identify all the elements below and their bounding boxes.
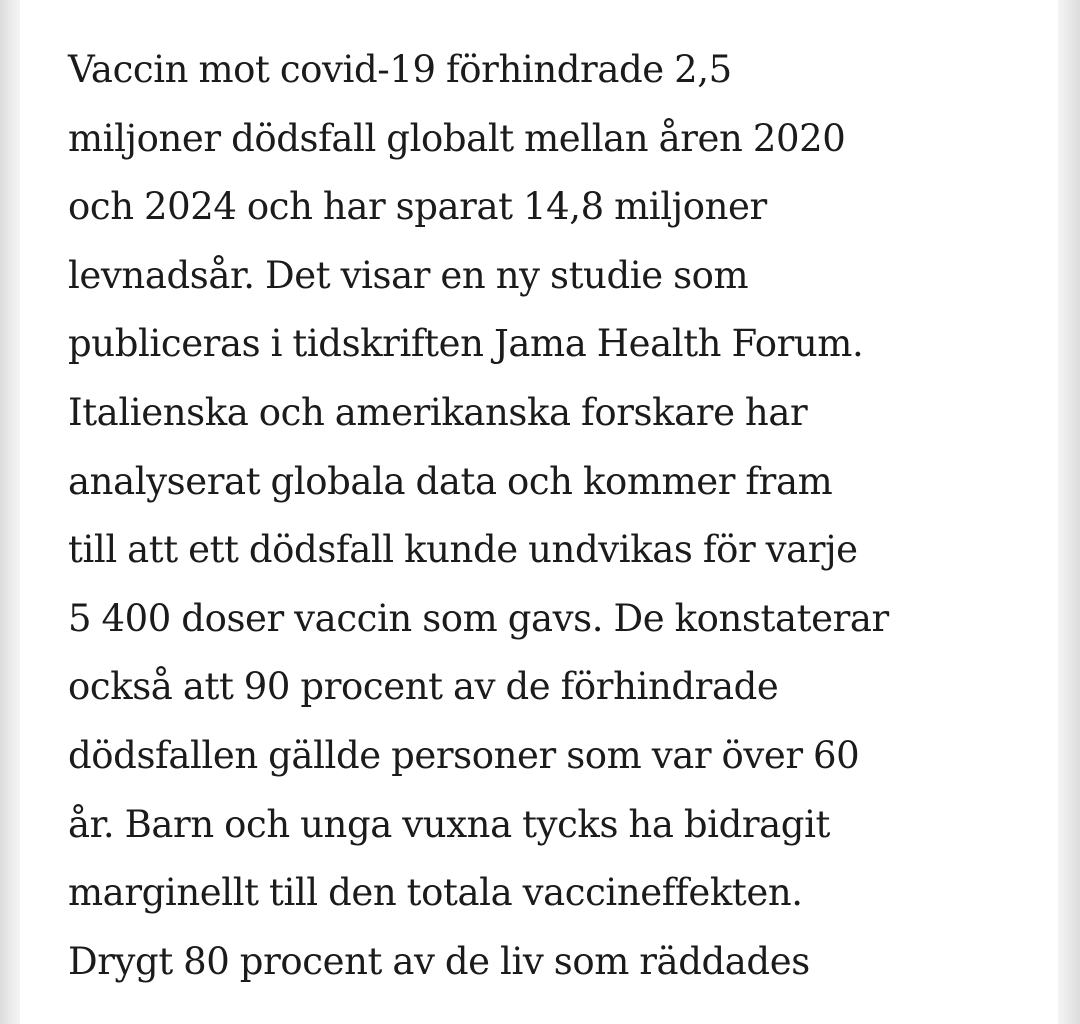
article-line: Vaccin mot covid-19 förhindrade 2,5: [68, 48, 732, 91]
article-line: marginellt till den totala vaccineffekten.: [68, 871, 803, 915]
article-line: miljoner dödsfall globalt mellan åren 2020: [68, 116, 846, 160]
article-line: till att ett dödsfall kunde undvikas för varje: [68, 528, 858, 572]
article-line: år. Barn och unga vuxna tycks ha bidragit: [68, 802, 830, 846]
article-card: [20, 0, 1058, 1024]
article-line: och 2024 och har sparat 14,8 miljoner: [68, 185, 767, 229]
article-line: levnadsår. Det visar en ny studie som: [68, 253, 749, 297]
article-body-text: [68, 36, 1058, 996]
article-line: Italienska och amerikanska forskare har: [68, 390, 808, 434]
article-line: Drygt 80 procent av de liv som räddades: [68, 939, 810, 983]
right-page-edge: [1058, 0, 1080, 1024]
left-page-edge: [0, 0, 20, 1024]
article-line: publiceras i tidskriften Jama Health Forum.: [68, 322, 864, 366]
article-line: också att 90 procent av de förhindrade: [68, 665, 779, 709]
article-line: 5 400 doser vaccin som gavs. De konstaterar: [68, 596, 889, 640]
article-line: analyserat globala data och kommer fram: [68, 459, 833, 503]
article-line: dödsfallen gällde personer som var över 60: [68, 733, 860, 777]
